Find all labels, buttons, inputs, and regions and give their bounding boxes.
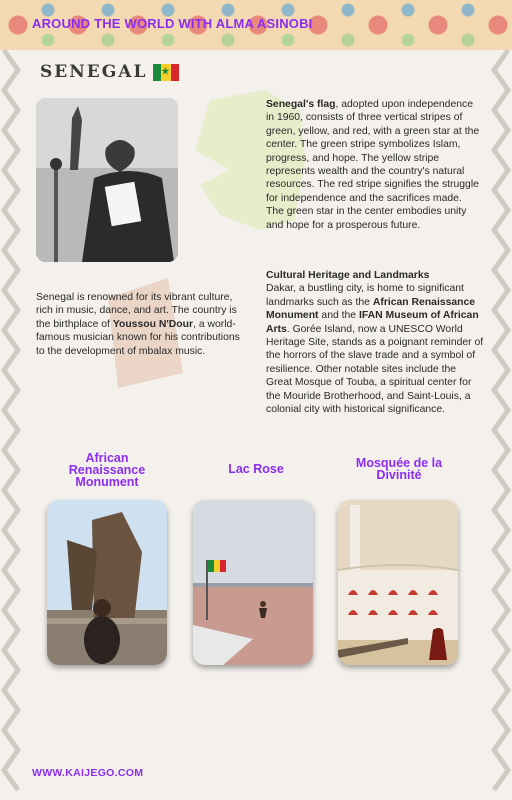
heritage-text-2: and the: [318, 310, 359, 322]
heritage-text-3: . Gorée Island, now a UNESCO World Heritage Site, stands as a poignant reminder of the horrors of the slave trade and a symbol of resilience. Other notable sites include the Great Mosque of Touba, a spiritual center for the Mouride Brotherhood, and Saint-Louis, a colonial city with historical significance.: [266, 323, 484, 416]
photo-lac-rose: [193, 500, 313, 665]
heritage-text-1: Dakar, a bustling city, is home to significant landmarks such as the: [266, 283, 464, 308]
card-title-monument: African Renaissance Monument: [68, 451, 146, 489]
historic-speech-photo: [36, 98, 178, 262]
photo-monument: [47, 500, 167, 665]
country-heading: [40, 62, 179, 82]
intro-text-2: , a world-famous musician known for his contributions to the development of mbalax music.: [36, 318, 240, 357]
photo-mosque: [338, 500, 458, 665]
heritage-bold-1: African Renaissance Monument: [266, 296, 476, 322]
header-title: AROUND THE WORLD WITH ALMA ASINOBI: [32, 16, 313, 31]
culture-intro: [36, 291, 246, 358]
footer-url[interactable]: WWW.KAIJEGO.COM: [32, 767, 144, 779]
card-title-lac-rose: Lac Rose: [228, 462, 284, 476]
heritage-heading: Cultural Heritage and Landmarks: [266, 270, 430, 281]
right-zigzag-border: [490, 50, 512, 800]
heritage-bold-2: IFAN Museum of African Arts: [266, 310, 479, 335]
intro-text-1: Senegal is renowned for its vibrant culture, rich in music, dance, and art. The country is the birthplace of: [36, 292, 237, 330]
heritage-section: [266, 269, 484, 416]
country-name: SENEGAL: [40, 62, 148, 82]
card-title-mosque: Mosquée de la Divinité: [355, 456, 443, 482]
flag-lead: Senegal's flag: [266, 99, 336, 110]
intro-musician: Youssou N'Dour: [112, 318, 194, 330]
flag-body: , adopted upon independence in 1960, consists of three vertical stripes of green, yellow, and red, with a green star at the center. The green stripe symbolizes Islam, progress, and hope. The yellow stripe represents wealth and the country's natural resources. The red stripe signifies the struggle for independence and the sacrifices made. The green star in the center embodies unity and hope for a prosperous future.: [266, 99, 480, 231]
flag-description: [266, 98, 482, 232]
left-zigzag-border: [0, 50, 22, 800]
senegal-flag-icon: ★: [153, 64, 179, 81]
